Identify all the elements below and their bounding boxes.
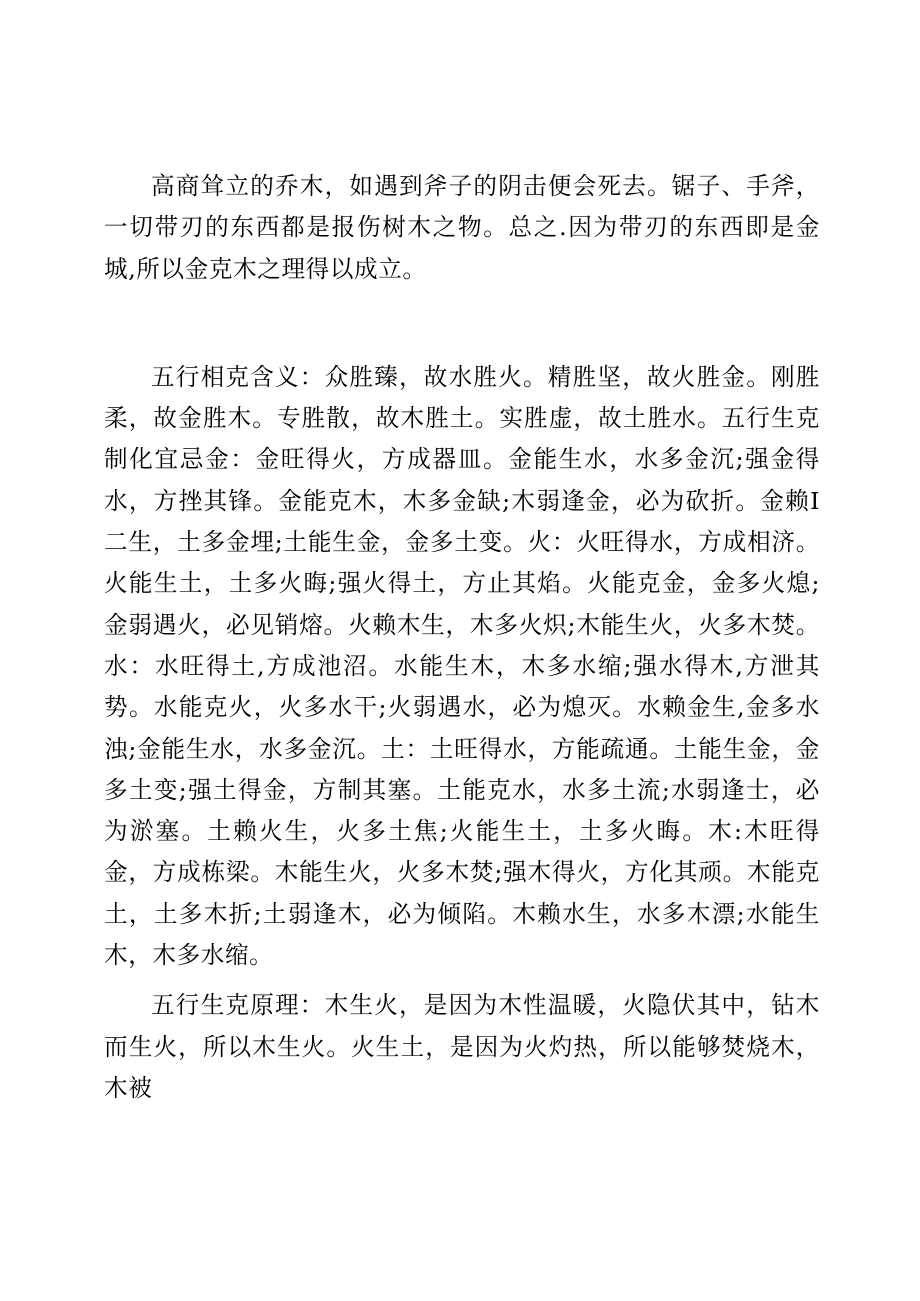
document-page: [104, 166, 820, 1109]
paragraph-five-elements-overcoming-meaning: 五行相克含义：众胜臻，故水胜火。精胜坚，故火胜金。刚胜柔，故金胜木。专胜散，故木胜土。实胜虚，故土胜水。五行生克制化宜忌金：金旺得火，方成器皿。金能生水，水多金沉;强金得水，方挫其锋。金能克木，木多金缺;木弱逢金，必为砍折。金赖I二生，土多金埋;土能生金，金多土变。火：火旺得水，方成相济。火能生土，土多火晦;强火得土，方止其焰。火能克金，金多火熄;金弱遇火，必见销熔。火赖木生，木多火炽;木能生火，火多木焚。水：水旺得土,方成池沼。水能生木，木多水缩;强水得木,方泄其势。水能克火，火多水干;火弱遇水，必为熄灭。水赖金生,金多水浊;金能生水，水多金沉。土：土旺得水，方能疏通。土能生金，金多土变;强土得金，方制其塞。土能克水，水多土流;水弱逢士，必为淤塞。土赖火生，火多土焦;火能生土，土多火晦。木:木旺得金，方成栋梁。木能生火，火多木焚;强木得火，方化其顽。木能克土，土多木折;土弱逢木，必为倾陷。木赖水生，水多木漂;水能生木，木多水缩。: [104, 362, 820, 970]
paragraph-five-elements-generating-principle: 五行生克原理：木生火，是因为木性温暖，火隐伏其中，钻木而生火，所以木生火。火生土，是因为火灼热，所以能够焚烧木，木被: [104, 991, 820, 1102]
paragraph-metal-overcomes-wood: 高商耸立的乔木，如遇到斧子的阴击便会死去。锯子、手斧，一切带刃的东西都是报伤树木之物。总之.因为带刃的东西即是金城,所以金克木之理得以成立。: [104, 172, 820, 283]
